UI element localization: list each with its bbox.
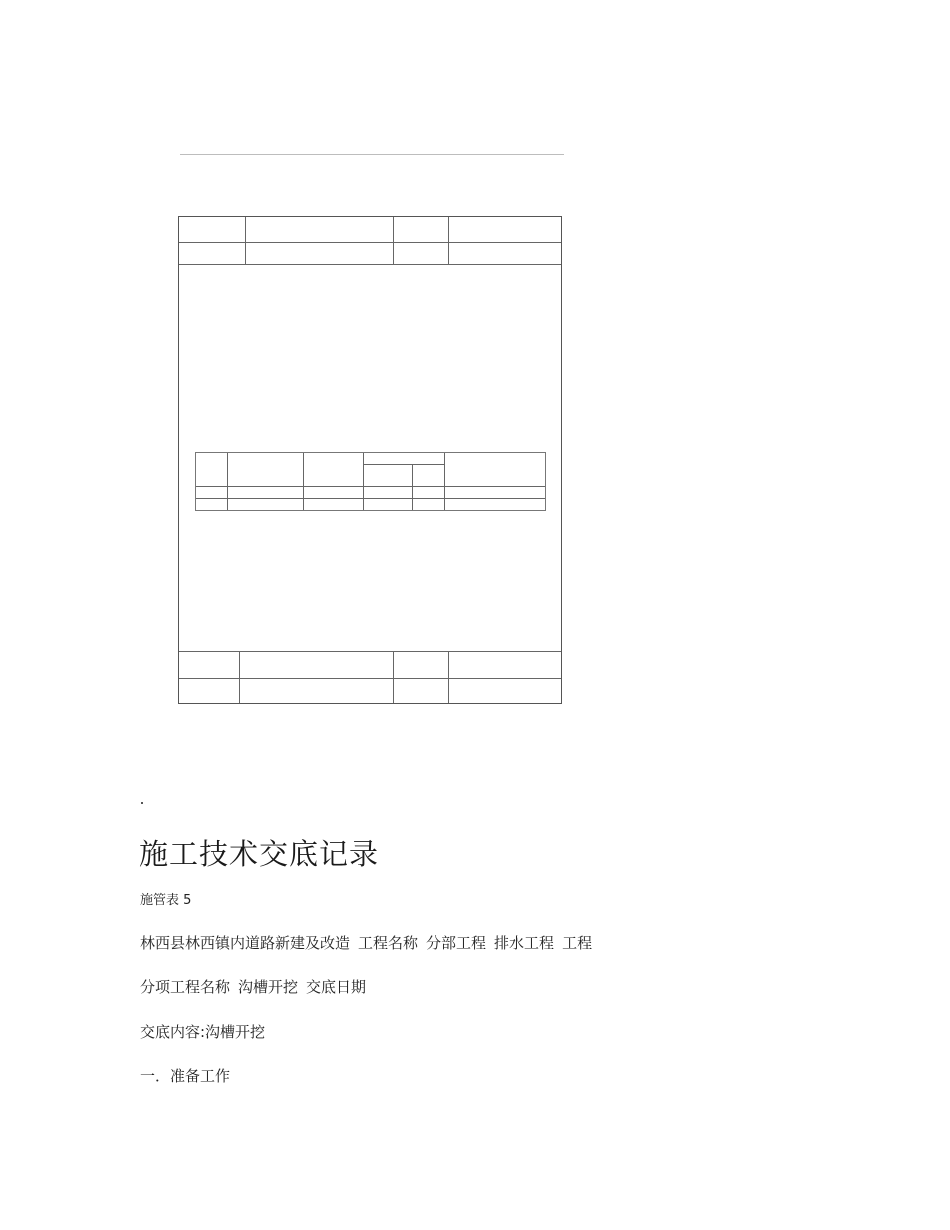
inner-table-col-4 xyxy=(412,464,413,510)
top-rule xyxy=(180,154,564,155)
form-header-bottom xyxy=(179,264,561,265)
form-code: 施管表 5 xyxy=(140,893,192,908)
form-footer-divider xyxy=(179,678,561,679)
form-header-col-3 xyxy=(448,217,449,264)
inner-table-col-2 xyxy=(303,453,304,510)
handover-date-label: 交底日期 xyxy=(306,978,367,996)
sub-project-suffix: 工程 xyxy=(562,934,593,952)
inner-table-col-1 xyxy=(227,453,228,510)
form-header-col-2 xyxy=(393,217,394,264)
page-title: 施工技术交底记录 xyxy=(139,837,380,871)
form-footer-col-1 xyxy=(239,651,240,703)
inner-table-subheader-line xyxy=(364,464,444,465)
form-footer-top xyxy=(179,651,561,652)
item-name-value: 沟槽开挖 xyxy=(238,978,299,996)
inner-table-col-3 xyxy=(363,453,364,510)
item-info-line xyxy=(140,976,374,998)
form-header-divider xyxy=(179,242,561,243)
inner-table-col-5 xyxy=(444,453,445,510)
project-name: 林西县林西镇内道路新建及改造 xyxy=(140,934,351,952)
sub-project-label: 分部工程 xyxy=(426,934,487,952)
form-footer-col-2 xyxy=(393,651,394,703)
project-info-line xyxy=(140,932,600,954)
inner-table-row-1 xyxy=(196,486,545,487)
handover-content: 交底内容:沟槽开挖 xyxy=(140,1023,266,1041)
inner-blank-table xyxy=(195,452,546,511)
sub-project-value: 排水工程 xyxy=(494,934,555,952)
form-header-col-1 xyxy=(245,217,246,264)
project-name-label: 工程名称 xyxy=(358,934,419,952)
section-heading: 一．准备工作 xyxy=(140,1067,231,1085)
stray-mark xyxy=(141,802,143,804)
form-footer-col-3 xyxy=(448,651,449,703)
inner-table-row-2 xyxy=(196,498,545,499)
item-name-label: 分项工程名称 xyxy=(140,978,231,996)
